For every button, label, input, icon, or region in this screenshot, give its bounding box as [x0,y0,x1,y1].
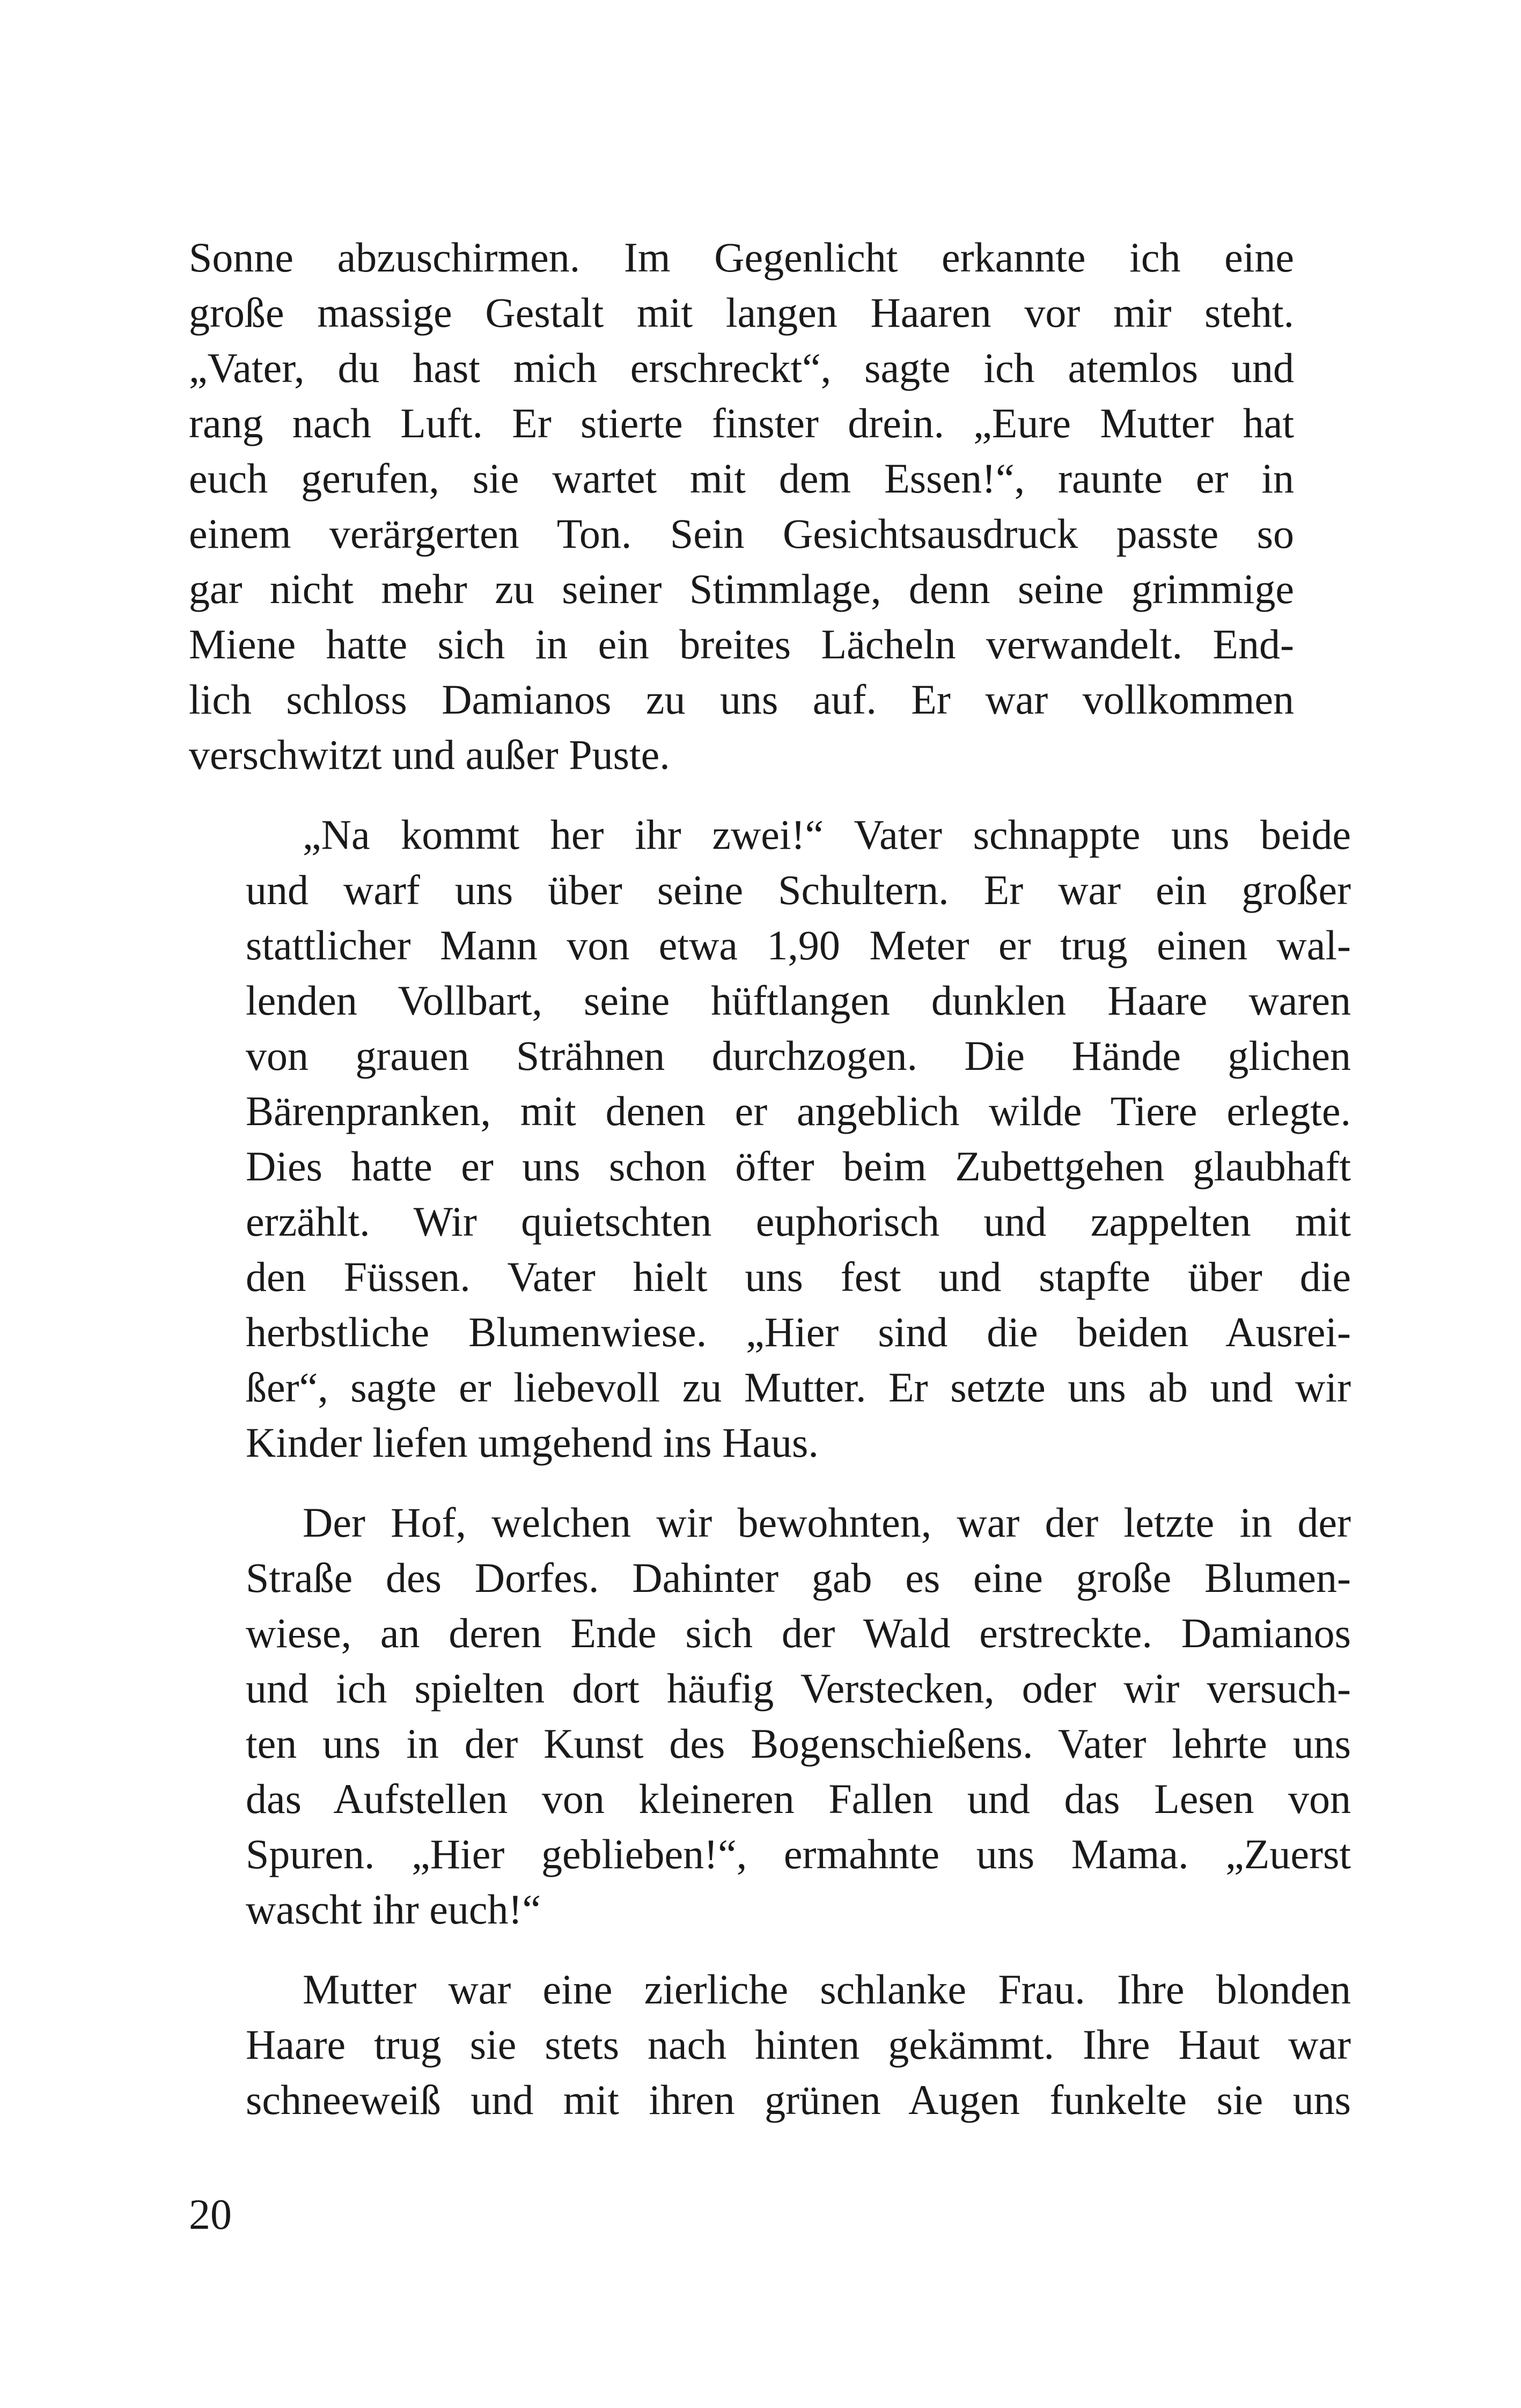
paragraph-3 [189,1495,1351,1937]
text-line: Sonne abzuschirmen. Im Gegenlicht erkannte ich eine [189,234,1294,281]
text-line: Haare trug sie stets nach hinten gekämmt. Ihre Haut war [246,2021,1351,2068]
text-line: Spuren. „Hier geblieben!“, ermahnte uns Mama. „Zuerst [246,1831,1351,1877]
text-line: Der Hof, welchen wir bewohnten, war der letzte in der [303,1499,1351,1546]
text-line: das Aufstellen von kleineren Fallen und das Lesen von [246,1775,1351,1822]
text-line: große massige Gestalt mit langen Haaren vor mir steht. [189,289,1294,336]
text-line: von grauen Strähnen durchzogen. Die Hände glichen [246,1032,1351,1079]
paragraph-2 [189,807,1351,1470]
text-line: ten uns in der Kunst des Bogenschießens. Vater lehrte uns [246,1720,1351,1767]
text-line: rang nach Luft. Er stierte finster drein. „Eure Mutter hat [189,400,1294,446]
text-line: „Vater, du hast mich erschreckt“, sagte ich atemlos und [189,344,1294,391]
text-line: herbstliche Blumenwiese. „Hier sind die beiden Ausrei- [246,1309,1351,1355]
page-number: 20 [189,2191,232,2238]
text-line: Mutter war eine zierliche schlanke Frau. Ihre blonden [303,1966,1351,2013]
text-line: Bärenpranken, mit denen er angeblich wilde Tiere erlegte. [246,1088,1351,1134]
text-line: Miene hatte sich in ein breites Lächeln verwandelt. End- [189,621,1294,667]
text-line: und ich spielten dort häufig Verstecken, oder wir versuch- [246,1665,1351,1712]
text-line: gar nicht mehr zu seiner Stimmlage, denn seine grimmige [189,566,1294,612]
text-line: Straße des Dorfes. Dahinter gab es eine große Blumen- [246,1554,1351,1601]
text-line: den Füssen. Vater hielt uns fest und stapfte über die [246,1253,1351,1300]
text-line: wiese, an deren Ende sich der Wald erstreckte. Damianos [246,1610,1351,1656]
text-line: lenden Vollbart, seine hüftlangen dunklen Haare waren [246,977,1351,1024]
text-line: stattlicher Mann von etwa 1,90 Meter er trug einen wal- [246,922,1351,968]
text-line: einem verärgerten Ton. Sein Gesichtsausdruck passte so [189,510,1294,557]
text-line: euch gerufen, sie wartet mit dem Essen!“, raunte er in [189,455,1294,502]
text-line: und warf uns über seine Schultern. Er war ein großer [246,867,1351,913]
body-text [189,230,1351,2127]
text-line: ßer“, sagte er liebevoll zu Mutter. Er setzte uns ab und wir [246,1364,1351,1411]
text-line: lich schloss Damianos zu uns auf. Er war vollkommen [189,676,1294,723]
text-line: schneeweiß und mit ihren grünen Augen funkelte sie uns [246,2076,1351,2123]
text-line: Kinder liefen umgehend ins Haus. [246,1419,819,1466]
paragraph-1 [189,230,1294,782]
paragraph-4 [189,1962,1351,2127]
text-line: „Na kommt her ihr zwei!“ Vater schnappte uns beide [303,811,1351,858]
text-line: wascht ihr euch!“ [246,1886,541,1933]
text-line: verschwitzt und außer Puste. [189,731,670,778]
text-line: Dies hatte er uns schon öfter beim Zubettgehen glaubhaft [246,1143,1351,1190]
text-line: erzählt. Wir quietschten euphorisch und zappelten mit [246,1198,1351,1245]
